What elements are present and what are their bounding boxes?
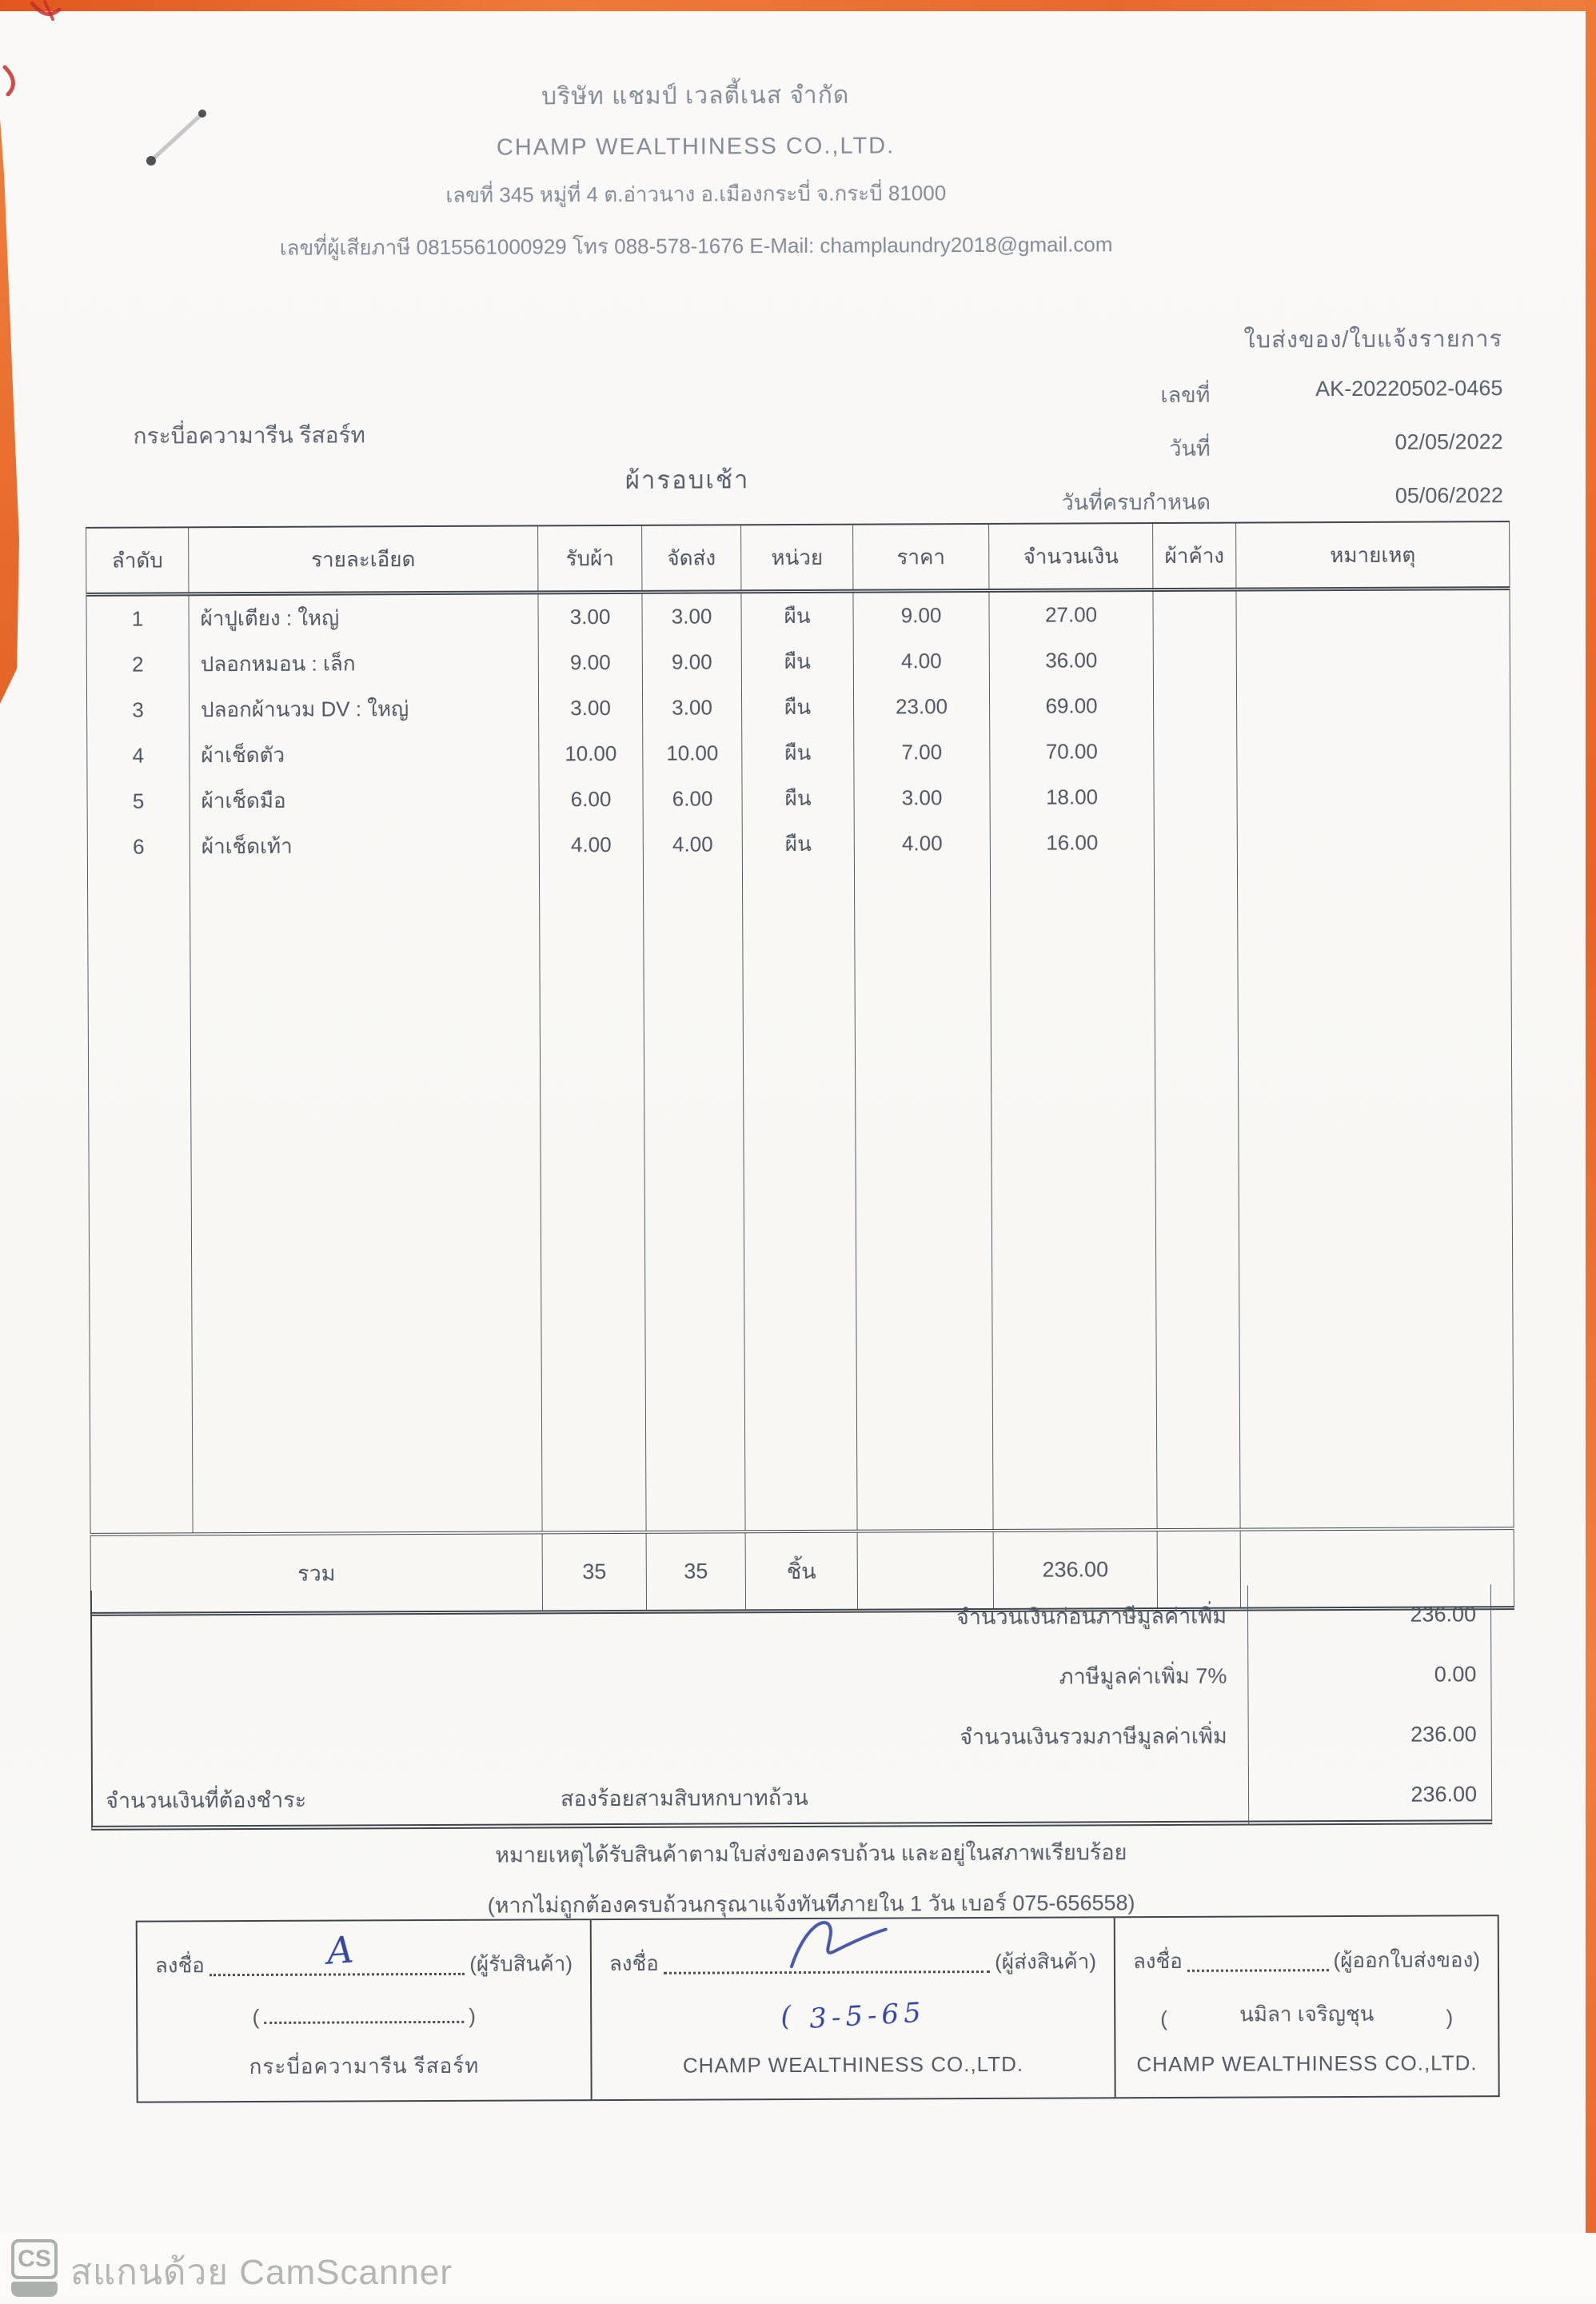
doc-due-date-label: วันที่ครบกำหนด [1061, 489, 1211, 515]
signature-box-sender [592, 1916, 1116, 2101]
table-row [86, 681, 1510, 733]
cell-no: 2 [86, 641, 189, 688]
summary-row-vat [92, 1644, 1490, 1711]
company-tax-phone-email: เลขที่ผู้เสียภาษี 0815561000929 โทร 088-578-1676 E-Mail: champlaundry2018@gmail.com [279, 232, 1113, 260]
sign-label: ลงชื่อ [1132, 1948, 1183, 1974]
cell-amount: 16.00 [990, 820, 1154, 866]
camscanner-logo-icon [11, 2239, 58, 2292]
cell-received: 4.00 [539, 822, 643, 868]
receiver-name-line: ( ) [138, 2001, 590, 2030]
document-meta [879, 320, 1503, 520]
payable-label: จำนวนเงินที่ต้องชำระ [105, 1787, 307, 1813]
cell-pending [1154, 729, 1237, 774]
issuer-name: นมิลา เจริญชุน [1239, 2001, 1375, 2026]
summary-row-subtotal [92, 1584, 1490, 1651]
cell-price: 7.00 [854, 729, 990, 776]
cell-delivered: 6.00 [643, 776, 742, 822]
cell-received: 3.00 [538, 685, 642, 732]
sender-date-line [592, 1996, 1114, 2035]
header-received: รับผ้า [538, 525, 642, 593]
cell-pending [1154, 820, 1237, 865]
cell-desc: ผ้าเช็ดมือ [190, 777, 539, 824]
cell-unit: ผืน [741, 685, 853, 731]
cell-desc: ปลอกหมอน : เล็ก [189, 640, 538, 687]
batch-title: ผ้ารอบเช้า [624, 465, 750, 494]
company-header [180, 75, 1212, 266]
cell-amount: 69.00 [989, 683, 1153, 729]
cell-note [1237, 773, 1510, 819]
cell-unit: ผืน [742, 821, 854, 868]
cell-desc: ผ้าเช็ดตัว [190, 731, 539, 778]
cell-desc: ผ้าปูเตียง : ใหญ่ [189, 593, 538, 641]
sender-role: (ผู้ส่งสินค้า) [995, 1949, 1096, 1974]
receiver-company: กระบี่อความารีน รีสอร์ท [249, 2053, 480, 2079]
issuer-name-line: ( นมิลา เจริญชุน ) [1115, 1997, 1498, 2031]
doc-number-label: เลขที่ [1160, 382, 1211, 408]
vat-value: 0.00 [1247, 1644, 1490, 1705]
total-received: 35 [542, 1532, 646, 1612]
handwritten-open-paren: ( [779, 1999, 811, 2034]
handwritten-signature [784, 1910, 944, 1975]
total-unit: ชิ้น [745, 1531, 857, 1611]
header-price: ราคา [853, 524, 989, 591]
customer-name: กระบี่อความารีน รีสอร์ท [133, 422, 366, 449]
signature-line [209, 1927, 465, 1976]
doc-number-value: AK-20220502-0465 [1315, 376, 1503, 401]
company-name-th: บริษัท แชมป์ เวลตี้เนส จำกัด [541, 82, 850, 110]
signature-box-receiver [136, 1919, 593, 2102]
total-amount: 236.00 [993, 1530, 1157, 1610]
cell-no: 4 [87, 733, 190, 779]
total-label: รวม [90, 1532, 542, 1614]
handwritten-initial: A [325, 1927, 355, 1973]
subtotal-label: จำนวนเงินก่อนภาษีมูลค่าเพิ่ม [956, 1603, 1227, 1630]
cell-desc: ปลอกผ้านวม DV : ใหญ่ [189, 685, 538, 733]
cell-no: 6 [87, 824, 190, 870]
table-row [87, 727, 1510, 779]
cell-unit: ผืน [742, 730, 854, 777]
signature-box-issuer [1115, 1915, 1500, 2098]
items-table [86, 521, 1514, 1616]
cell-no: 3 [86, 687, 189, 733]
table-row [86, 589, 1510, 642]
cell-note [1236, 636, 1510, 682]
cell-received: 9.00 [538, 640, 642, 686]
cell-note [1236, 681, 1510, 728]
cell-pending [1153, 683, 1236, 729]
sign-label: ลงชื่อ [608, 1951, 659, 1976]
total-delivered: 35 [646, 1531, 745, 1611]
cell-note [1237, 818, 1510, 864]
issuer-role: (ผู้ออกใบส่งของ) [1333, 1947, 1480, 1973]
camscanner-footer [0, 2233, 1596, 2301]
header-delivered: จัดส่ง [642, 525, 741, 592]
cell-no: 1 [86, 594, 189, 642]
camscanner-logo-text: CS [11, 2239, 58, 2279]
note-line-1: หมายเหตุได้รับสินค้าตามใบส่งของครบถ้วน และอยู่ในสภาพเรียบร้อย [495, 1840, 1127, 1867]
header-no: ลำดับ [86, 527, 189, 594]
doc-date-label: วันที่ [1169, 436, 1211, 461]
cell-amount: 36.00 [989, 637, 1153, 684]
doc-date-value: 02/05/2022 [1395, 429, 1503, 454]
summary-box [90, 1584, 1492, 1831]
cell-received: 6.00 [539, 777, 643, 823]
cell-amount: 70.00 [990, 729, 1154, 775]
header-pending: ผ้าค้าง [1153, 523, 1236, 590]
cell-note [1236, 589, 1510, 637]
total-incl-vat-value: 236.00 [1248, 1704, 1491, 1765]
amount-in-words: สองร้อยสามสิบหกบาทถ้วน [560, 1785, 808, 1811]
sign-label: ลงชื่อ [154, 1953, 205, 1978]
cell-received: 3.00 [538, 592, 642, 640]
table-row [86, 636, 1510, 688]
cell-note [1237, 727, 1510, 773]
cell-unit: ผืน [741, 591, 853, 639]
issuer-company: CHAMP WEALTHINESS CO.,LTD. [1136, 2050, 1478, 2077]
company-address: เลขที่ 345 หมู่ที่ 4 ต.อ่าวนาง อ.เมืองกระบี่ จ.กระบี่ 81000 [445, 181, 947, 207]
handwritten-date: 3-5-65 [808, 1996, 927, 2035]
cell-no: 5 [87, 778, 190, 825]
receiver-role: (ผู้รับสินค้า) [469, 1951, 573, 1976]
signature-line [664, 1947, 990, 1975]
summary-row-payable [93, 1764, 1491, 1831]
cell-price: 9.00 [853, 590, 989, 638]
vat-label: ภาษีมูลค่าเพิ่ม 7% [1059, 1663, 1227, 1689]
cell-pending [1153, 637, 1236, 683]
header-amount: จำนวนเงิน [989, 523, 1153, 590]
note-line-2: (หากไม่ถูกต้องครบถ้วนกรุณาแจ้งทันทีภายใน 1 วัน เบอร์ 075-656558) [487, 1891, 1135, 1918]
table-row [87, 773, 1510, 825]
cell-delivered: 9.00 [642, 639, 741, 685]
table-row [87, 818, 1510, 870]
cell-unit: ผืน [742, 776, 854, 822]
cell-price: 3.00 [854, 775, 990, 821]
cell-delivered: 3.00 [642, 685, 741, 731]
cell-delivered: 4.00 [643, 821, 742, 868]
table-header-row [86, 521, 1510, 594]
cell-delivered: 3.00 [642, 592, 741, 640]
items-table-body [86, 589, 1510, 870]
cell-unit: ผืน [741, 639, 853, 685]
cell-amount: 27.00 [989, 590, 1153, 638]
cell-price: 4.00 [853, 638, 989, 685]
cell-amount: 18.00 [990, 774, 1154, 821]
payable-value: 236.00 [1248, 1764, 1491, 1825]
camscanner-watermark-text: สแกนด้วย CamScanner [70, 2253, 453, 2292]
cell-pending [1154, 774, 1237, 820]
company-name-en: CHAMP WEALTHINESS CO.,LTD. [496, 133, 896, 161]
signature-section [136, 1915, 1500, 2102]
summary-row-total-incl-vat [93, 1704, 1491, 1771]
cell-received: 10.00 [539, 731, 643, 777]
table-filler-row [87, 864, 1514, 1535]
signature-line [1187, 1945, 1329, 1972]
cell-delivered: 10.00 [643, 730, 742, 777]
total-incl-vat-label: จำนวนเงินรวมภาษีมูลค่าเพิ่ม [960, 1723, 1227, 1750]
sender-company: CHAMP WEALTHINESS CO.,LTD. [682, 2051, 1024, 2078]
header-note: หมายเหตุ [1236, 521, 1510, 589]
cell-desc: ผ้าเช็ดเท้า [190, 822, 539, 869]
cell-price: 4.00 [854, 821, 990, 867]
subtotal-value: 236.00 [1247, 1584, 1490, 1645]
header-unit: หน่วย [741, 525, 853, 592]
cell-pending [1153, 589, 1236, 637]
document-title: ใบส่งของ/ใบแจ้งรายการ [1243, 326, 1503, 353]
header-description: รายละเอียด [189, 525, 538, 593]
cell-price: 23.00 [853, 684, 989, 730]
doc-due-date-value: 05/06/2022 [1395, 483, 1504, 508]
